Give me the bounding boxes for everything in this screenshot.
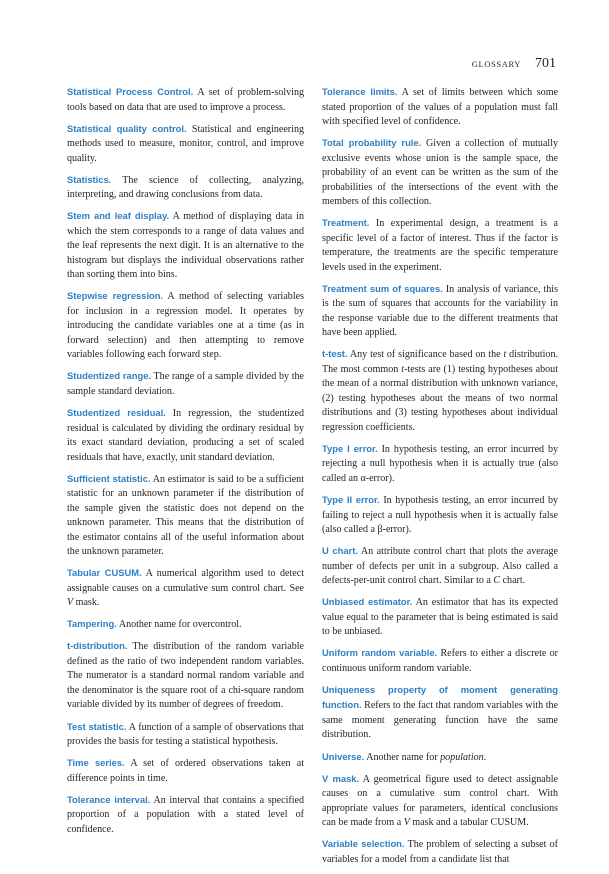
glossary-definition: A function of a sample of observations that provides the basis for testing a statistical hypothesis.: [67, 721, 304, 748]
glossary-term: Tampering.: [67, 618, 117, 630]
glossary-term: Total probability rule.: [322, 137, 422, 149]
glossary-definition: In hypothesis testing, an error incurred by rejecting a null hypothesis when it is actually true (also called an α-error).: [322, 443, 558, 484]
glossary-entry: [67, 369, 304, 399]
page-header: [472, 56, 556, 72]
glossary-term: Treatment.: [322, 217, 370, 229]
glossary-entry: [67, 173, 304, 203]
glossary-term: Unbiased estimator.: [322, 596, 413, 608]
glossary-definition: Given a collection of mutually exclusive events whose union is the sample space, the probability of an event can be written as the sum of the probabilities of the intersections of the event with the members of this collection.: [322, 138, 559, 208]
glossary-term: Uniform random variable.: [322, 647, 438, 659]
glossary-entry: [322, 544, 558, 589]
glossary-term: Statistical Process Control.: [67, 86, 194, 97]
glossary-term: Tabular CUSUM.: [67, 567, 142, 579]
glossary-definition: A method of selecting variables for inclusion in a regression model. It operates by introducing the candidate variables one at a time (as in forward selection) and then attempting to remove variables following each forward step.: [67, 291, 304, 361]
glossary-entry: [322, 85, 558, 130]
glossary-term: Type II error.: [322, 494, 380, 506]
glossary-term: Time series.: [67, 757, 125, 769]
glossary-entry: [322, 136, 558, 210]
glossary-definition: The distribution of the random variable defined as the ratio of two independent random variables. The numerator is a standard normal random variable and the denominator is the square root of a chi-square random variable divided by its number of degrees of freedom.: [67, 641, 304, 711]
glossary-entry: [67, 406, 304, 465]
glossary-definition: In regression, the studentized residual is calculated by dividing the ordinary residual by its exact standard deviation, producing a set of scaled residuals that have, exactly, unit standard deviation.: [67, 408, 304, 463]
page-number: 701: [535, 56, 556, 71]
glossary-definition: Statistical and engineering methods used to measure, monitor, control, and improve quality.: [67, 123, 304, 164]
glossary-entry: [322, 646, 558, 676]
glossary-definition: An interval that contains a specified proportion of a population with a stated level of confidence.: [67, 794, 304, 835]
glossary-definition: Refers to either a discrete or continuous uniform random variable.: [322, 648, 558, 674]
glossary-definition: Any test of significance based on the t distribution. The most common t-tests are (1) testing hypotheses about the mean of a normal distribution with unknown variance, (2) testing hypotheses about the means of two normal distributions and (3) testing hypotheses about individual regression coefficients.: [322, 349, 558, 433]
glossary-entry: [67, 639, 304, 713]
glossary-definition: Another name for population.: [366, 751, 487, 763]
left-column: [67, 85, 304, 844]
glossary-entry: [67, 793, 304, 838]
glossary-definition: An estimator that has its expected value equal to the parameter that is being estimated is said to be unbiased.: [322, 597, 559, 638]
glossary-term: Variable selection.: [322, 838, 405, 850]
glossary-definition: A method of displaying data in which the stem corresponds to a range of data values and the leaf represents the next digit. It is an alternative to the histogram but displays the individual observations rather than sorting them into bins.: [67, 211, 304, 281]
glossary-entry: [322, 837, 558, 867]
glossary-term: Tolerance interval.: [67, 793, 151, 805]
glossary-term: Studentized range.: [67, 370, 152, 382]
glossary-term: Sufficient statistic.: [67, 472, 151, 484]
glossary-term: Statistics.: [67, 173, 112, 185]
glossary-term: Test statistic.: [67, 720, 127, 732]
glossary-definition: The range of a sample divided by the sample standard deviation.: [67, 371, 304, 397]
glossary-term: Tolerance limits.: [322, 86, 398, 97]
glossary-term: Statistical quality control.: [67, 122, 187, 134]
glossary-term: Universe.: [322, 750, 365, 762]
glossary-definition: Refers to the fact that random variables with the same moment generating function have the same distribution.: [322, 700, 558, 741]
glossary-definition: A geometrical figure used to detect assignable causes on a cumulative sum control chart. With appropriate values for parameters, identical conclusions can be made from a V mask and a tabular CUSUM.: [322, 773, 558, 829]
glossary-entry: [67, 756, 304, 786]
glossary-definition: In experimental design, a treatment is a specific level of a factor of interest. Thus if the factor is temperature, the treatments are the specific temperature levels used in the experiment.: [322, 218, 558, 273]
glossary-entry: [67, 617, 304, 633]
glossary-definition: In analysis of variance, this is the sum of squares that accounts for the variability in the response variable due to the different treatments that have been applied.: [322, 283, 558, 339]
glossary-definition: A set of limits between which some stated proportion of the values of a population must fall with specified level of confidence.: [322, 87, 558, 127]
glossary-term: Stepwise regression.: [67, 290, 164, 302]
glossary-term: Treatment sum of squares.: [322, 282, 443, 294]
glossary-entry: [67, 122, 304, 167]
glossary-definition: An estimator is said to be a sufficient statistic for an unknown parameter if the distribution of the sample given the statistic does not depend on the unknown parameter. This means that the distribution of the estimator contains all of the useful information about the unknown parameter.: [67, 473, 304, 558]
glossary-entry: [67, 209, 304, 283]
glossary-term: Studentized residual.: [67, 407, 166, 419]
glossary-term: Uniqueness property of moment generating function.: [322, 683, 558, 711]
glossary-definition: The science of collecting, analyzing, interpreting, and drawing conclusions from data.: [67, 174, 304, 201]
glossary-term: V mask.: [322, 772, 360, 784]
glossary-definition: A set of problem-solving tools based on data that are used to improve a process.: [67, 87, 304, 113]
glossary-term: Type I error.: [322, 442, 378, 454]
glossary-entry: [322, 595, 558, 640]
section-label: GLOSSARY: [471, 59, 521, 69]
glossary-term: Stem and leaf display.: [67, 210, 170, 222]
glossary-definition: A set of ordered observations taken at difference points in time.: [67, 758, 304, 784]
glossary-entry: [322, 750, 558, 766]
glossary-entry: [322, 442, 558, 487]
glossary-entry: [322, 683, 558, 743]
glossary-entry: [322, 493, 558, 538]
glossary-definition: Another name for overcontrol.: [118, 619, 242, 631]
glossary-entry: [67, 566, 304, 611]
glossary-definition: The problem of selecting a subset of variables for a model from a candidate list that: [322, 839, 559, 865]
glossary-entry: [322, 347, 558, 435]
glossary-term: t-distribution.: [67, 640, 128, 652]
glossary-definition: An attribute control chart that plots the average number of defects per unit in a subgroup. Also called a defects-per-unit control chart. Similar to a C chart.: [322, 546, 559, 587]
glossary-entry: [67, 472, 304, 560]
glossary-term: t-test.: [322, 348, 348, 360]
glossary-definition: In hypothesis testing, an error incurred by failing to reject a null hypothesis when it is actually false (also called a β-error).: [322, 495, 559, 536]
glossary-entry: [67, 85, 304, 115]
right-column: [322, 85, 558, 874]
glossary-entry: [322, 216, 558, 275]
glossary-entry: [67, 289, 304, 363]
glossary-entry: [67, 720, 304, 750]
glossary-term: U chart.: [322, 545, 358, 557]
glossary-definition: A numerical algorithm used to detect assignable causes on a cumulative sum control chart. See V mask.: [67, 568, 304, 609]
glossary-entry: [322, 282, 558, 341]
glossary-entry: [322, 772, 558, 831]
